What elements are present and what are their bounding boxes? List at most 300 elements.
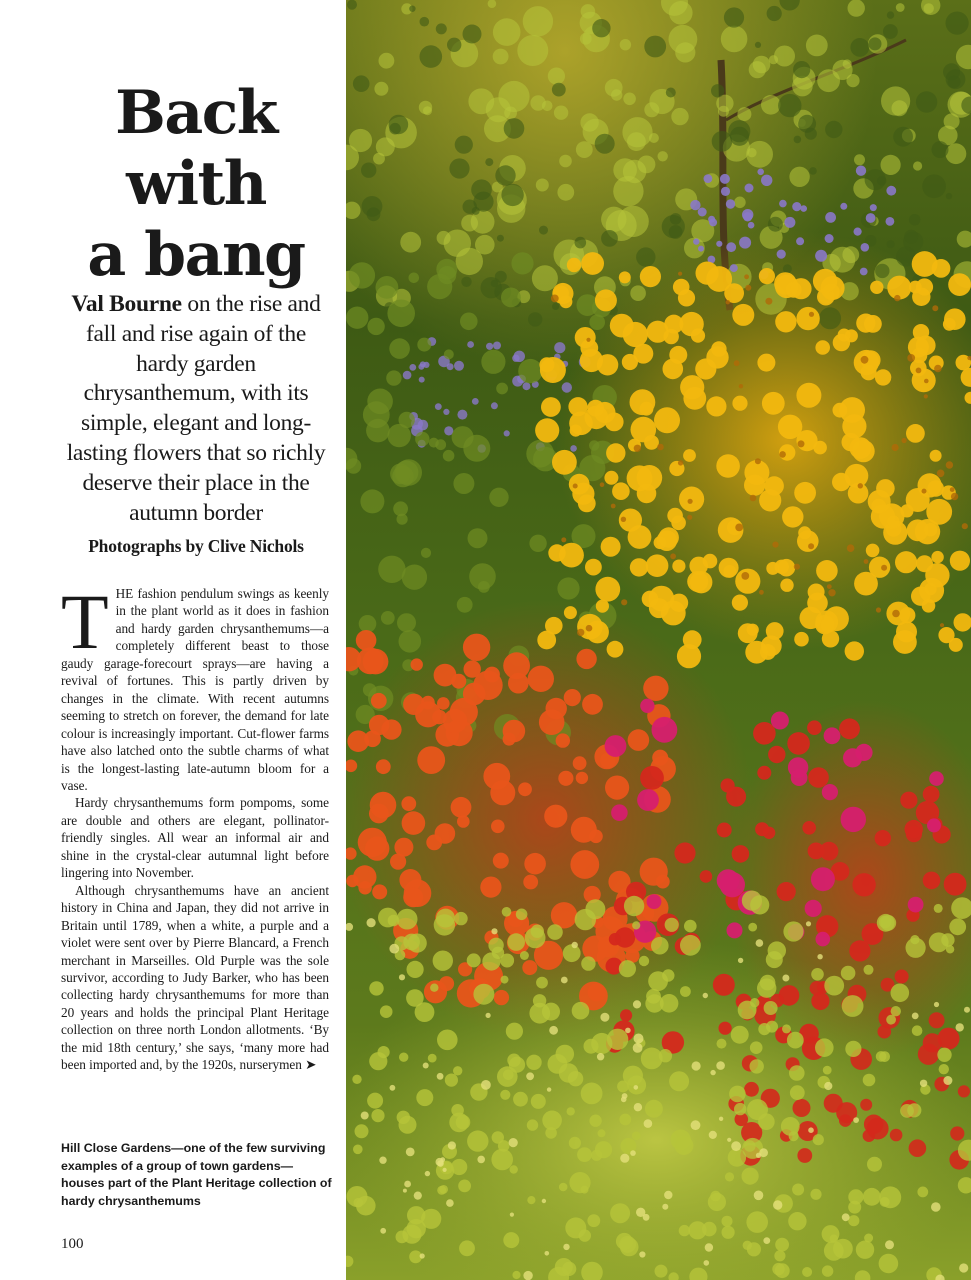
red-chrysanthemum [950,1126,964,1140]
canopy-shadow [946,193,952,199]
lime-highlight [633,1043,643,1053]
yellow-bloom-centre [586,338,590,342]
lime-foliage [632,1132,641,1141]
yellow-chrysanthemum [925,563,949,587]
canopy-shadow [501,184,523,206]
canopy-shadow [946,69,966,89]
canopy-leaf [580,33,592,45]
canopy-leaf [623,93,636,106]
yellow-chrysanthemum [594,402,615,423]
yellow-chrysanthemum [640,266,661,287]
lime-foliage [354,1198,364,1208]
canopy-leaf [630,285,646,301]
yellow-bloom-centre [794,564,800,570]
lime-foliage [402,1225,421,1244]
lime-foliage [430,984,438,992]
lime-foliage [397,909,418,930]
yellow-bloom-centre [735,524,743,532]
lime-foliage [744,1140,756,1152]
canopy-shadow [809,167,817,175]
magenta-chrysanthemum [824,727,841,744]
orange-chrysanthemum [576,649,596,669]
canopy-shadow [472,207,480,215]
lime-foliage [848,1201,861,1214]
canopy-shadow [409,6,415,12]
foliage-leaf [392,466,414,488]
canopy-shadow [825,121,842,138]
magenta-chrysanthemum [637,789,659,811]
yellow-chrysanthemum [607,641,624,658]
canopy-shadow [601,230,618,247]
canopy-leaf [493,49,509,65]
red-chrysanthemum [820,842,839,861]
aster-flower [886,186,896,196]
lime-highlight [572,942,578,948]
yellow-chrysanthemum [759,268,775,284]
lime-foliage [772,1263,784,1275]
canopy-leaf [769,55,778,64]
orange-chrysanthemum [401,796,416,811]
lime-highlight [443,1168,447,1172]
magenta-chrysanthemum [605,735,627,757]
canopy-shadow [389,123,401,135]
red-chrysanthemum [923,786,940,803]
canopy-leaf [493,18,521,46]
magenta-chrysanthemum [640,699,654,713]
yellow-bloom-centre [755,458,761,464]
canopy-leaf [532,265,558,291]
lime-highlight [709,1131,717,1139]
red-chrysanthemum [797,1148,812,1163]
lime-foliage [563,944,581,962]
aster-flower [704,174,713,183]
red-chrysanthemum [787,732,810,755]
lime-foliage [556,1045,575,1064]
lime-foliage [569,1172,590,1193]
yellow-chrysanthemum [672,560,685,573]
yellow-bloom-centre [741,572,749,580]
foliage-leaf [402,565,427,590]
foliage-leaf [378,556,405,583]
lime-highlight [403,1189,407,1193]
headline-line-3: a bang [87,220,305,290]
lime-foliage [900,1104,914,1118]
canopy-leaf [913,161,922,170]
orange-chrysanthemum [402,811,426,835]
foliage-leaf [496,383,508,395]
lime-foliage [879,1051,890,1062]
lime-foliage [774,1250,785,1261]
canopy-shadow [869,37,882,50]
orange-chrysanthemum [643,676,668,701]
yellow-bloom-centre [946,461,953,468]
lime-foliage [822,1265,833,1276]
lime-highlight [634,1034,644,1044]
headline-line-2: with [126,149,266,219]
foliage-leaf [501,288,521,308]
red-chrysanthemum [839,718,860,739]
orange-chrysanthemum [522,960,537,975]
lime-highlight [625,1028,631,1034]
magenta-chrysanthemum [611,804,628,821]
red-chrysanthemum [929,1012,945,1028]
aster-flower [854,228,862,236]
lime-foliage [526,1055,541,1070]
canopy-shadow [793,61,810,78]
canopy-leaf [557,184,574,201]
yellow-bloom-centre [586,625,593,632]
yellow-chrysanthemum [887,515,900,528]
yellow-chrysanthemum [706,346,728,368]
canopy-shadow [461,277,471,287]
yellow-bloom-centre [827,584,832,589]
aster-flower [748,222,755,229]
aster-flower [860,268,868,276]
canopy-shadow [730,127,749,146]
yellow-chrysanthemum [552,450,577,475]
lime-foliage [491,1149,513,1171]
yellow-chrysanthemum [732,304,754,326]
aster-flower [472,398,479,405]
yellow-chrysanthemum [757,354,775,372]
yellow-bloom-centre [934,365,942,373]
yellow-bloom-centre [916,368,922,374]
red-chrysanthemum [852,873,875,896]
lime-foliage [572,1002,590,1020]
canopy-shadow [819,307,841,329]
aster-flower [716,241,722,247]
aster-flower [419,377,425,383]
foliage-leaf [443,450,455,462]
orange-chrysanthemum [411,658,423,670]
lime-foliage [562,1262,576,1276]
lime-foliage [750,998,759,1007]
lime-foliage [645,1100,663,1118]
lime-highlight [710,1070,715,1075]
yellow-bloom-centre [734,360,740,366]
yellow-chrysanthemum [654,407,680,433]
lime-highlight [806,921,811,926]
canopy-leaf [468,88,494,114]
lime-foliage [679,1225,690,1236]
orange-chrysanthemum [443,709,467,733]
magenta-chrysanthemum [816,932,831,947]
lime-foliage [473,984,494,1005]
lime-highlight [414,1192,422,1200]
yellow-bloom-centre [924,394,928,398]
aster-flower [447,363,454,370]
orange-chrysanthemum [588,983,606,1001]
yellow-bloom-centre [922,489,927,494]
foliage-leaf [359,615,377,633]
foliage-leaf [417,338,431,352]
lime-foliage [722,1226,735,1239]
lime-foliage [680,935,701,956]
lime-highlight [600,1013,609,1022]
lime-foliage [822,1225,840,1243]
yellow-chrysanthemum [943,318,956,331]
orange-chrysanthemum [457,815,470,828]
lime-highlight [703,993,708,998]
aster-flower [745,184,754,193]
aster-flower [861,243,870,252]
lime-foliage [453,1066,462,1075]
yellow-bloom-centre [678,272,682,276]
lime-highlight [523,1271,532,1280]
yellow-chrysanthemum [912,368,936,392]
lime-foliage [949,918,966,935]
orange-chrysanthemum [508,673,529,694]
orange-chrysanthemum [372,884,387,899]
canopy-leaf [792,76,813,97]
orange-chrysanthemum [439,976,454,991]
canopy-shadow [447,38,461,52]
aster-flower [693,238,699,244]
orange-chrysanthemum [573,756,587,770]
red-chrysanthemum [849,940,870,961]
lime-foliage [416,1089,433,1106]
lime-foliage [788,1212,806,1230]
magenta-chrysanthemum [822,784,838,800]
canopy-shadow [575,237,587,249]
aster-flower [457,410,467,420]
lime-foliage [782,1024,791,1033]
lime-highlight [738,958,743,963]
lime-foliage [833,1239,853,1259]
canopy-shadow [644,36,666,58]
orange-chrysanthemum [480,877,501,898]
lime-foliage [598,1129,606,1137]
lime-foliage [891,984,910,1003]
lime-foliage [742,891,762,911]
canopy-leaf [623,160,646,183]
standfirst [60,290,332,528]
orange-chrysanthemum [582,694,603,715]
lime-highlight [597,1053,604,1060]
canopy-leaf [817,69,840,92]
canopy-leaf [517,35,548,66]
yellow-chrysanthemum [815,611,838,634]
lime-foliage [842,995,864,1017]
foliage-leaf [415,432,429,446]
canopy-leaf [846,74,859,87]
yellow-chrysanthemum [833,334,850,351]
lime-highlight [423,1063,429,1069]
lime-foliage [378,908,398,928]
red-chrysanthemum [744,1082,759,1097]
foliage-leaf [589,314,605,330]
yellow-chrysanthemum [899,607,915,623]
orange-chrysanthemum [524,853,546,875]
lime-foliage [824,976,844,996]
red-chrysanthemum [895,970,909,984]
headline [40,78,352,291]
lime-highlight [437,1073,444,1080]
foliage-leaf [376,276,399,299]
foliage-leaf [463,435,490,462]
lime-highlight [763,1237,770,1244]
lime-foliage [939,1064,949,1074]
lime-foliage [734,1103,746,1115]
canopy-shadow [485,158,493,166]
lime-highlight [420,1253,425,1258]
canopy-shadow [794,136,802,144]
magenta-chrysanthemum [929,771,944,786]
yellow-bloom-centre [621,599,627,605]
canopy-shadow [552,303,559,310]
lime-foliage [520,951,529,960]
yellow-chrysanthemum [875,369,891,385]
canopy-leaf [498,81,529,112]
yellow-chrysanthemum [735,569,760,594]
canopy-shadow [367,207,381,221]
yellow-chrysanthemum [861,364,877,380]
canopy-shadow [420,45,443,68]
lime-highlight [956,1023,964,1031]
magenta-chrysanthemum [805,900,822,917]
foliage-leaf [397,613,416,632]
canopy-shadow [539,226,548,235]
lime-foliage [879,916,892,929]
red-chrysanthemum [615,927,635,947]
red-chrysanthemum [777,882,796,901]
canopy-leaf [437,231,451,245]
foliage-leaf [453,473,474,494]
canopy-leaf [944,113,960,129]
lime-foliage [353,1145,363,1155]
yellow-chrysanthemum [677,644,701,668]
yellow-chrysanthemum [813,441,827,455]
orange-chrysanthemum [381,719,401,739]
orange-chrysanthemum [376,759,391,774]
orange-chrysanthemum [558,771,573,786]
orange-chrysanthemum [451,797,472,818]
lime-foliage [750,1059,764,1073]
lime-highlight [404,1181,411,1188]
aster-flower [815,250,827,262]
aster-flower [493,342,501,350]
aster-flower [721,187,730,196]
aster-flower [779,200,787,208]
lime-foliage [669,1071,689,1091]
lime-foliage [371,1109,384,1122]
yellow-bloom-centre [798,440,805,447]
orange-chrysanthemum [365,836,389,860]
yellow-bloom-centre [726,300,730,304]
yellow-bloom-centre [745,285,751,291]
canopy-shadow [595,134,615,154]
yellow-chrysanthemum [654,536,667,549]
lime-foliage [662,969,674,981]
canopy-shadow [865,169,886,190]
yellow-bloom-centre [687,515,692,520]
yellow-bloom-centre [577,629,584,636]
aster-flower [454,361,464,371]
orange-chrysanthemum [463,683,486,706]
red-chrysanthemum [719,1022,732,1035]
lime-foliage [506,1023,523,1040]
foliage-leaf [518,359,542,383]
lime-highlight [731,1141,741,1151]
aster-flower [420,361,426,367]
lime-foliage [864,965,874,975]
yellow-chrysanthemum [622,354,638,370]
yellow-chrysanthemum [568,397,587,416]
lime-foliage [367,1093,383,1109]
canopy-shadow [361,163,376,178]
orange-chrysanthemum [491,820,505,834]
yellow-chrysanthemum [680,375,704,399]
lime-foliage [352,1075,361,1084]
aster-flower [757,169,764,176]
lime-foliage [428,1054,437,1063]
orange-chrysanthemum [556,733,570,747]
lime-foliage [747,1099,768,1120]
lime-highlight [692,1061,701,1070]
yellow-chrysanthemum [930,450,942,462]
canopy-shadow [916,91,937,112]
lime-foliage [891,1006,901,1016]
yellow-chrysanthemum [916,278,933,295]
lime-foliage [722,1216,733,1227]
lime-foliage [380,1005,393,1018]
orange-chrysanthemum [483,763,510,790]
yellow-bloom-centre [561,537,566,542]
yellow-chrysanthemum [871,499,886,514]
lime-highlight [934,1002,939,1007]
lime-foliage [708,1193,726,1211]
lime-highlight [931,1202,941,1212]
yellow-chrysanthemum [816,560,838,582]
lime-foliage [910,935,919,944]
canopy-shadow [850,38,869,57]
lime-foliage [671,1130,691,1150]
yellow-chrysanthemum [766,562,779,575]
lime-foliage [408,934,427,953]
yellow-chrysanthemum [679,312,703,336]
lime-foliage [684,920,697,933]
canopy-shadow [497,235,504,242]
yellow-chrysanthemum [839,397,865,423]
canopy-shadow [904,230,918,244]
yellow-chrysanthemum [893,630,917,654]
aster-flower [504,430,510,436]
lime-foliage [863,1074,876,1087]
yellow-chrysanthemum [782,506,803,527]
yellow-bloom-centre [861,356,869,364]
lime-foliage [937,1048,951,1062]
lime-foliage [856,1241,874,1259]
lime-foliage [742,1168,759,1185]
lime-foliage [587,1214,600,1227]
orange-chrysanthemum [353,865,376,888]
lime-foliage [501,976,509,984]
yellow-chrysanthemum [535,418,559,442]
yellow-chrysanthemum [798,526,811,539]
foliage-leaf [457,597,473,613]
yellow-chrysanthemum [669,346,687,364]
red-chrysanthemum [900,792,917,809]
lime-foliage [845,1041,861,1057]
lime-highlight [824,1082,832,1090]
yellow-chrysanthemum [673,279,690,296]
yellow-bloom-centre [678,460,683,465]
yellow-bloom-centre [932,305,938,311]
yellow-bloom-centre [809,312,814,317]
lime-foliage [589,1115,601,1127]
canopy-leaf [806,35,828,57]
yellow-bloom-centre [688,499,693,504]
